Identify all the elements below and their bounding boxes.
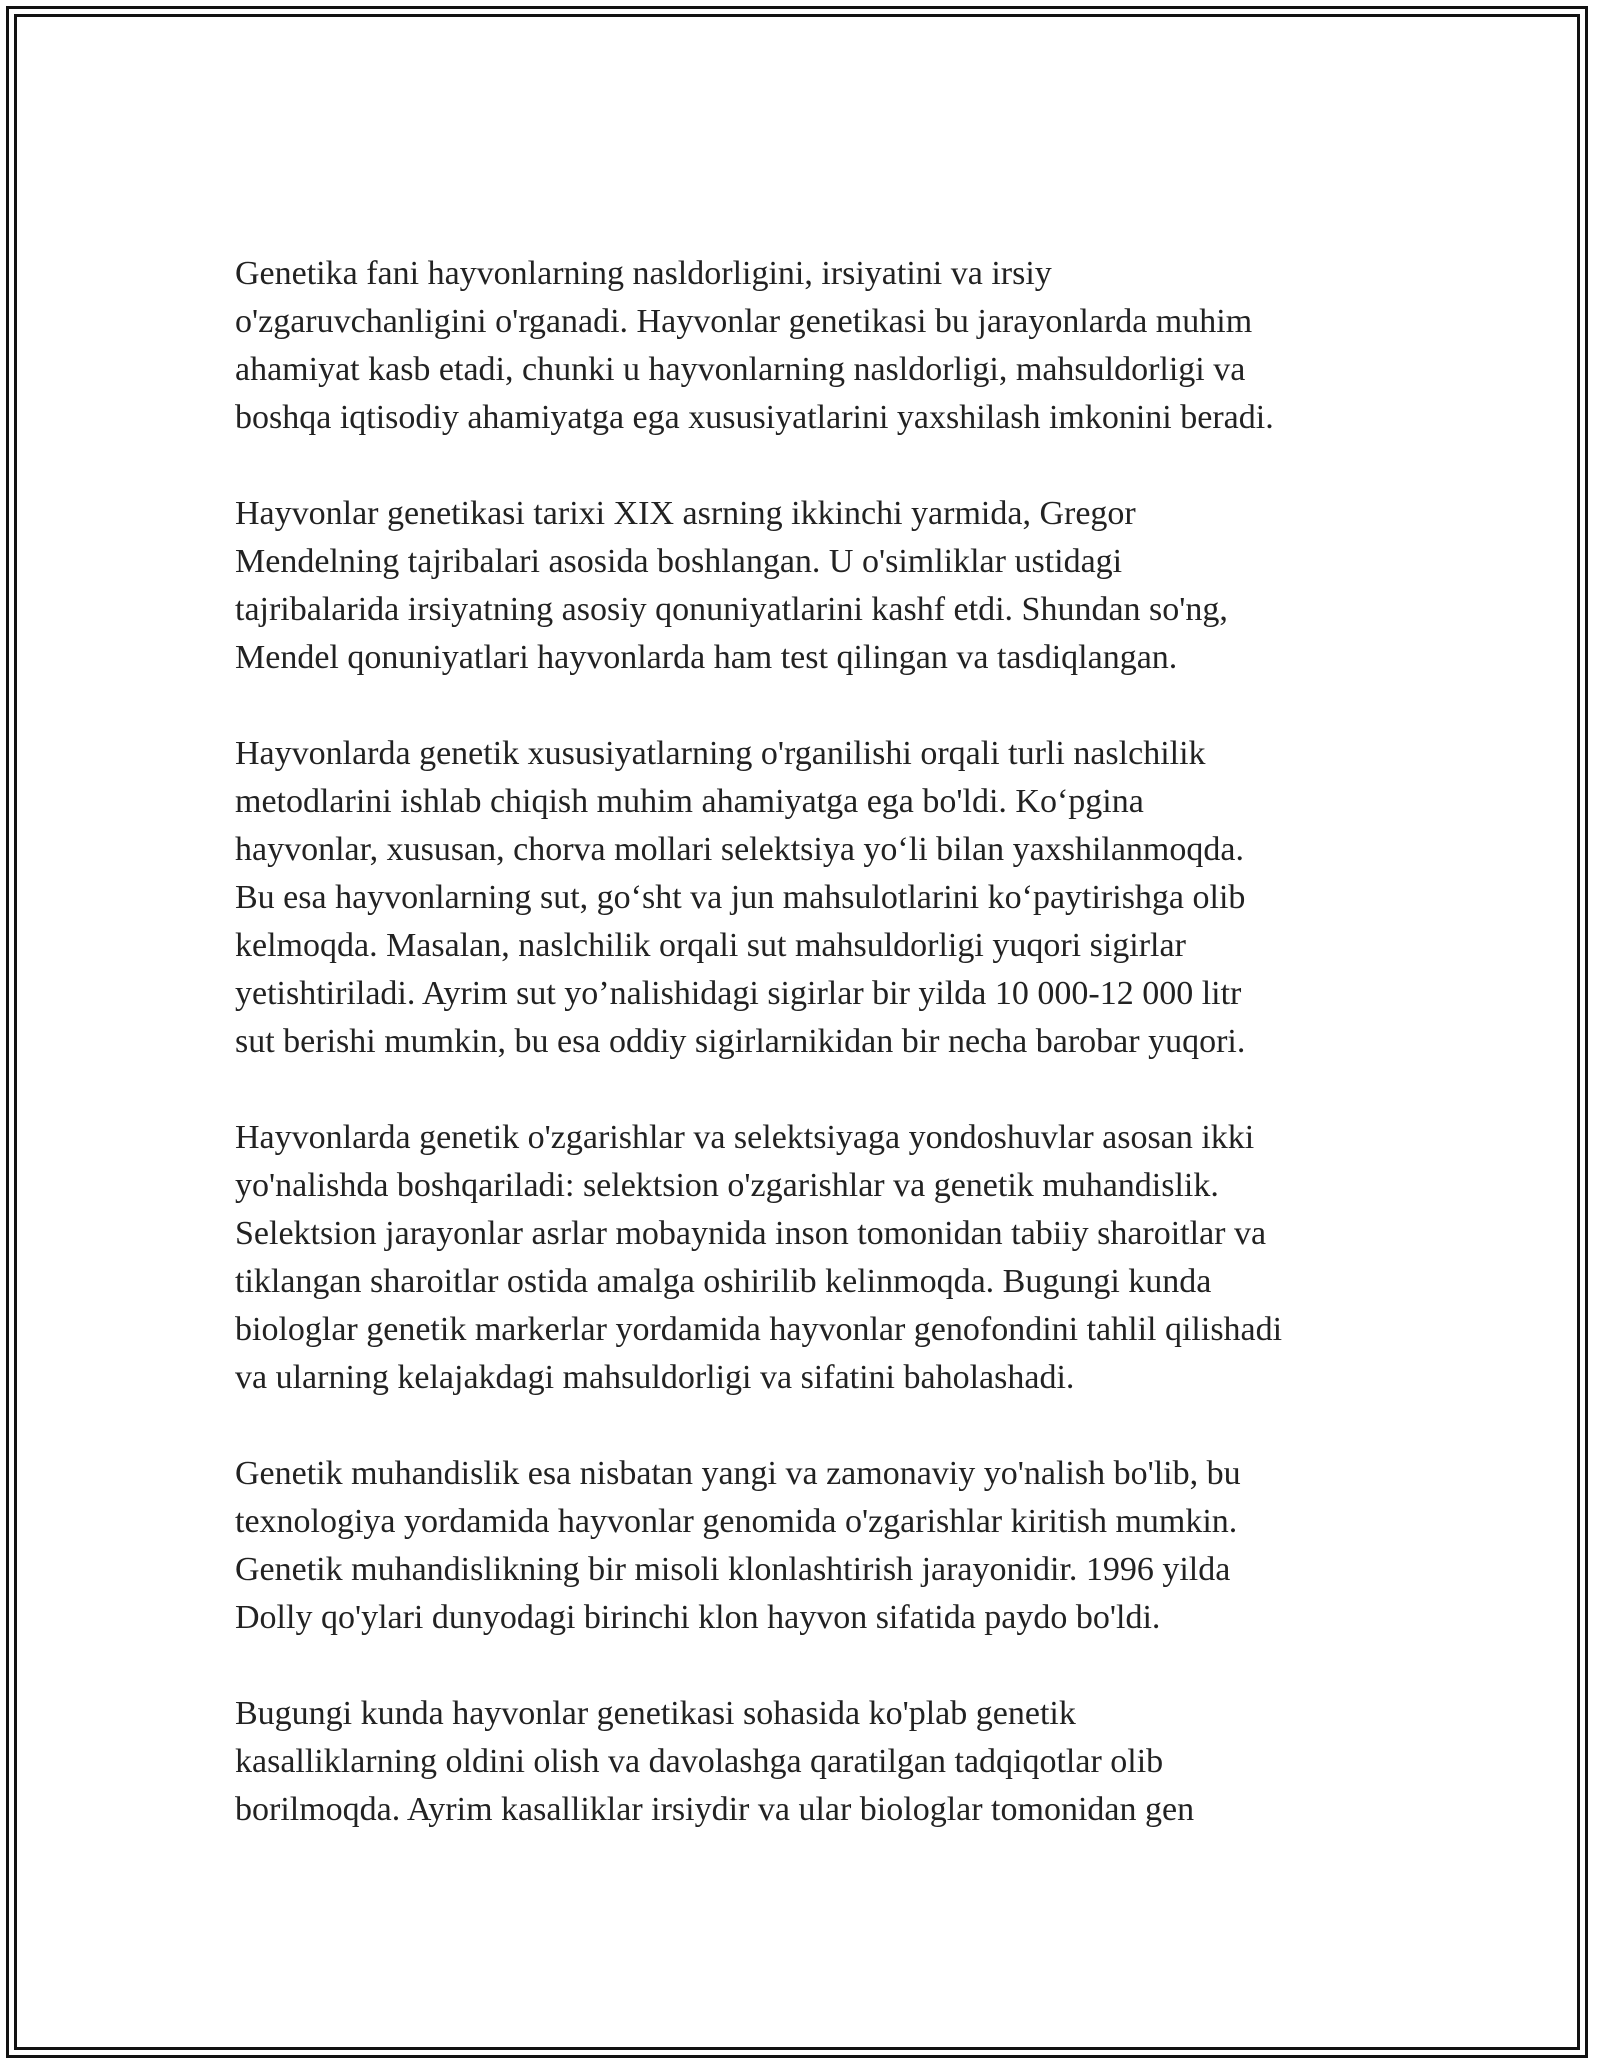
document-body	[235, 250, 1375, 1882]
paragraph-6	[235, 1690, 1375, 1834]
text-line: kelmoqda. Masalan, naslchilik orqali sut mahsuldorligi yuqori sigirlar	[235, 927, 1186, 964]
paragraph-2	[235, 490, 1375, 682]
text-line: hayvonlar, xususan, chorva mollari selektsiya yo‘li bilan yaxshilanmoqda.	[235, 831, 1244, 868]
text-line: Hayvonlarda genetik o'zgarishlar va selektsiyaga yondoshuvlar asosan ikki	[235, 1119, 1255, 1156]
paragraph-4	[235, 1114, 1375, 1402]
text-line: Bu esa hayvonlarning sut, go‘sht va jun mahsulotlarini ko‘paytirishga olib	[235, 879, 1246, 916]
text-line: o'zgaruvchanligini o'rganadi. Hayvonlar genetikasi bu jarayonlarda muhim	[235, 303, 1253, 340]
text-line: Selektsion jarayonlar asrlar mobaynida inson tomonidan tabiiy sharoitlar va	[235, 1215, 1267, 1252]
text-line: yo'nalishda boshqariladi: selektsion o'zgarishlar va genetik muhandislik.	[235, 1167, 1219, 1204]
text-line: biologlar genetik markerlar yordamida hayvonlar genofondini tahlil qilishadi	[235, 1311, 1283, 1348]
text-line: tiklangan sharoitlar ostida amalga oshirilib kelinmoqda. Bugungi kunda	[235, 1263, 1212, 1300]
text-line: Genetik muhandislikning bir misoli klonlashtirish jarayonidir. 1996 yilda	[235, 1551, 1231, 1588]
paragraph-3	[235, 730, 1375, 1066]
paragraph-1	[235, 250, 1375, 442]
text-line: Mendelning tajribalari asosida boshlangan. U o'simliklar ustidagi	[235, 543, 1123, 580]
text-line: metodlarini ishlab chiqish muhim ahamiyatga ega bo'ldi. Ko‘pgina	[235, 783, 1144, 820]
text-line: Hayvonlarda genetik xususiyatlarning o'rganilishi orqali turli naslchilik	[235, 735, 1206, 772]
text-line: Dolly qo'ylari dunyodagi birinchi klon hayvon sifatida paydo bo'ldi.	[235, 1599, 1161, 1636]
text-line: Mendel qonuniyatlari hayvonlarda ham test qilingan va tasdiqlangan.	[235, 639, 1178, 676]
text-line: borilmoqda. Ayrim kasalliklar irsiydir va ular biologlar tomonidan gen	[235, 1791, 1195, 1828]
text-line: Genetik muhandislik esa nisbatan yangi va zamonaviy yo'nalish bo'lib, bu	[235, 1455, 1241, 1492]
text-line: va ularning kelajakdagi mahsuldorligi va sifatini baholashadi.	[235, 1359, 1075, 1396]
text-line: sut berishi mumkin, bu esa oddiy sigirlarnikidan bir necha barobar yuqori.	[235, 1023, 1246, 1060]
text-line: Genetika fani hayvonlarning nasldorligini, irsiyatini va irsiy	[235, 255, 1052, 292]
text-line: yetishtiriladi. Ayrim sut yo’nalishidagi sigirlar bir yilda 10 000-12 000 litr	[235, 975, 1242, 1012]
paragraph-5	[235, 1450, 1375, 1642]
text-line: tajribalarida irsiyatning asosiy qonuniyatlarini kashf etdi. Shundan so'ng,	[235, 591, 1228, 628]
text-line: Bugungi kunda hayvonlar genetikasi sohasida ko'plab genetik	[235, 1695, 1076, 1732]
text-line: texnologiya yordamida hayvonlar genomida o'zgarishlar kiritish mumkin.	[235, 1503, 1238, 1540]
text-line: boshqa iqtisodiy ahamiyatga ega xususiyatlarini yaxshilash imkonini beradi.	[235, 399, 1274, 436]
text-line: Hayvonlar genetikasi tarixi XIX asrning ikkinchi yarmida, Gregor	[235, 495, 1136, 532]
text-line: ahamiyat kasb etadi, chunki u hayvonlarning nasldorligi, mahsuldorligi va	[235, 351, 1246, 388]
text-line: kasalliklarning oldini olish va davolashga qaratilgan tadqiqotlar olib	[235, 1743, 1164, 1780]
